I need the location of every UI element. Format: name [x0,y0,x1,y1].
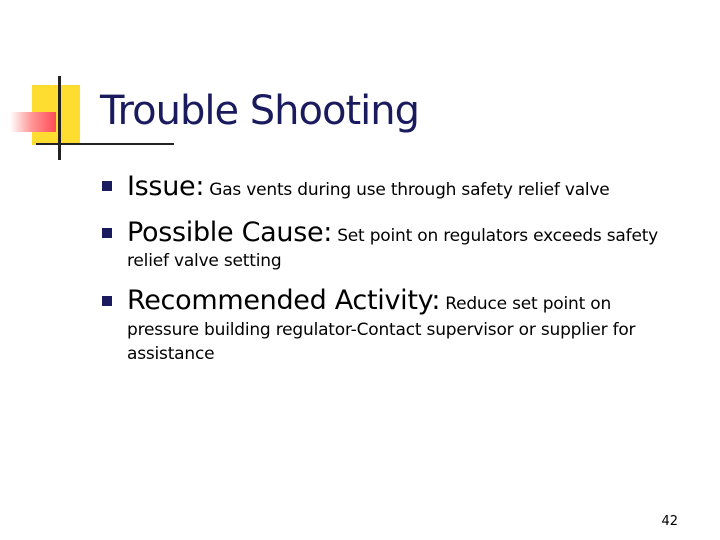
decorative-horizontal-line [36,143,174,145]
slide-title: Trouble Shooting [100,88,419,134]
bullet-marker-icon [102,296,112,306]
decorative-red-bar [10,112,56,132]
bullet-item-recommended-activity [127,285,611,316]
bullet-marker-icon [102,181,112,191]
bullet-heading: Recommended Activity: [127,285,441,316]
bullet-text: Gas vents during use through safety relief valve [209,180,610,200]
decorative-vertical-line [58,76,61,160]
bullet-text-continuation: relief valve setting [127,251,282,271]
bullet-item-possible-cause [127,217,658,248]
bullet-item-issue [127,171,610,202]
bullet-heading: Issue: [127,171,205,202]
bullet-text: Reduce set point on [445,294,612,314]
page-number: 42 [661,514,678,529]
bullet-marker-icon [102,228,112,238]
bullet-text-continuation: assistance [127,344,215,364]
bullet-text: Set point on regulators exceeds safety [337,226,659,246]
bullet-heading: Possible Cause: [127,217,333,248]
bullet-text-continuation: pressure building regulator-Contact supervisor or supplier for [127,320,636,340]
